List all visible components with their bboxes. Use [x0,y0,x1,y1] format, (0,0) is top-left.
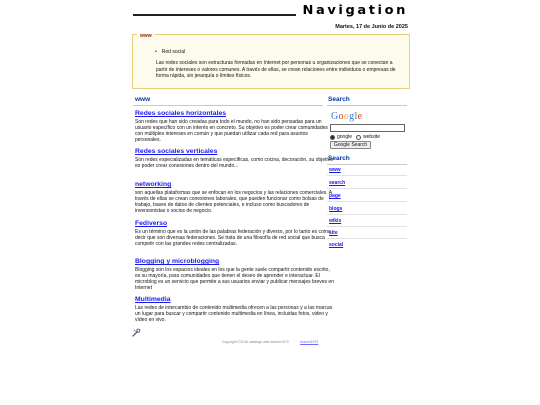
radio-website[interactable] [356,135,361,140]
main-heading-rule [133,105,323,106]
list-item [135,220,335,247]
sidebar-search-heading: Search [328,96,350,103]
entry-title-link[interactable]: Multimedia [135,296,171,303]
notice-tab-label: www [137,33,155,39]
notice-list [155,49,185,55]
google-logo: Google [331,111,363,122]
page-header [133,5,408,17]
intro-notice-box [132,34,410,89]
sidebar-link-site[interactable]: site [329,230,338,236]
entry-title-link[interactable]: Blogging y microblogging [135,258,220,265]
entry-title-link[interactable]: networking [135,181,172,188]
page-footer [0,340,540,344]
sidebar-links-rule [327,164,407,165]
radio-website-label: website [363,134,380,140]
link-divider [327,226,407,227]
list-item [135,296,335,323]
link-divider [327,175,407,176]
entry-description: Las redes de intercambio de contenido multimedia ofrecen a las personas y a las marcas un lugar para buscar y compartir contenido multimedia en línea, incluidas fotos, video y vídeo en vivo. [135,304,333,323]
notice-list-item: • Red social [155,49,185,55]
tools-icon[interactable] [132,328,141,337]
radio-google-label: google [337,134,353,140]
list-item [135,148,335,169]
sidebar-links-heading: Search [328,155,350,162]
radio-google[interactable] [330,135,335,140]
link-divider [327,201,407,202]
sidebar-link-blogs[interactable]: blogs [329,206,343,212]
search-scope-options [330,134,380,140]
entry-description: Son redes especializadas en temáticas específicas, como cocina, decoración, su objetivo es poder crear conexiones dentro del mundo... [135,156,333,169]
link-divider [327,214,407,215]
entry-description: Son redes que han sido creadas para todo el mundo, no han sido pensadas para un usuario específico con un interés en concreto. Su objetivo es poder crear comunidades con múltiples intereses en común y que puedan utilizar cada red para asuntos personales. [135,118,328,143]
sidebar-link-wikis[interactable]: wikis [329,218,342,224]
footer-copyright: Copyright ©2016 catalogo web search1972 [221,340,289,344]
footer-separator: · [293,340,296,344]
sidebar-link-www[interactable]: www [329,167,341,173]
main-section-heading: www [135,96,151,103]
list-item [135,110,335,143]
footer-link[interactable]: search1972 [300,340,319,344]
search-input[interactable] [330,124,405,132]
google-search-button[interactable]: Google Search [330,141,371,149]
sidebar-search-rule [327,105,407,106]
notice-text: Las redes sociales son estructuras formadas en Internet por personas u organizaciones que se conectan a partir de intereses o valores comunes. A través de ellas, se crean relaciones entre individuos o empresas de forma rápida, sin jerarquía o límites físicos. [156,60,396,79]
entry-description: Es un término que es la unión de las palabras federación y diverso, por lo tanto es como decir que son diversas federaciones. Se trata de una filosofía de red social que busca competir con las grandes redes centralizadas. [135,228,331,247]
link-divider [327,238,407,239]
header-title: Navigation [296,3,408,17]
sidebar-link-search[interactable]: search [329,180,346,186]
entry-description: son aquellas plataformas que se enfocan en los negocios y las relaciones comerciales. A través de ellas se crean conexiones laborales, que pueden funcionar como bolsas de trabajo, bases de datos de clientes potenciales, e incluso como buscadores de inversionistas o socios de negocio. [135,189,332,214]
sidebar-link-page[interactable]: page [329,193,341,199]
entry-title-link[interactable]: Redes sociales horizontales [135,110,227,117]
sidebar-link-social[interactable]: social [329,242,344,248]
entry-title-link[interactable]: Fediverso [135,220,168,227]
entry-description: Blogging son los espacios ideales en los que la gente suele compartir contenido escrito, es su mayoría, para comunidades que tienen el deseo de aprender e interactuar. El microblog es un servicio que permite a sus usuarios enviar y publicar mensajes breves en Internet [135,266,334,291]
entry-title-link[interactable]: Redes sociales verticales [135,148,218,155]
link-divider [327,188,407,189]
list-item [135,258,335,291]
list-item [135,181,335,214]
current-date: Martes, 17 de Junio de 2025 [335,24,408,30]
